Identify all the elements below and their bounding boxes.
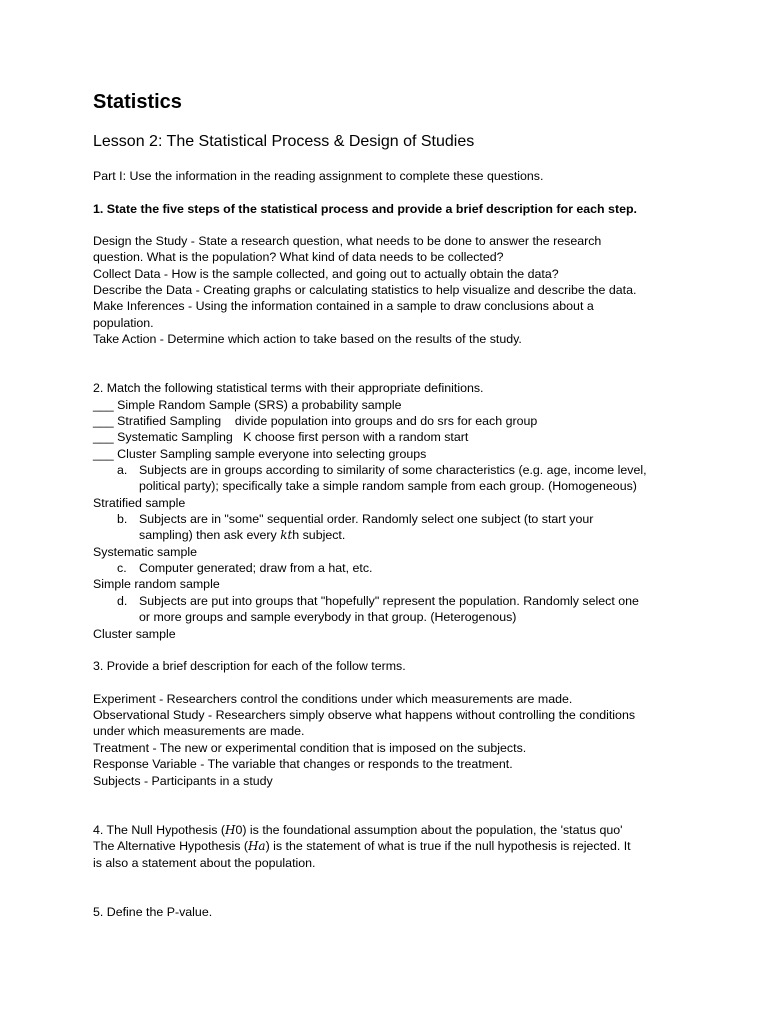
question-2: 2. Match the following statistical terms with their appropriate definitions. <box>93 381 484 395</box>
definition-line: sampling) then ask every <box>139 528 281 543</box>
lesson-subtitle: Lesson 2: The Statistical Process & Design of Studies <box>93 133 475 150</box>
answer-line: Subjects - Participants in a study <box>93 774 273 788</box>
definition-answer: Systematic sample <box>93 545 197 559</box>
match-blank-line: ___ Cluster Sampling sample everyone into selecting groups <box>93 447 427 461</box>
definition-text <box>139 560 684 576</box>
definition-line: political party); specifically take a simple random sample from each group. (Homogeneous) <box>139 479 637 494</box>
answer-line: question. What is the population? What kind of data needs to be collected? <box>93 250 504 264</box>
answer-line: Treatment - The new or experimental condition that is imposed on the subjects. <box>93 741 527 755</box>
answer-line: population. <box>93 316 154 330</box>
list-marker: a. <box>117 463 128 477</box>
question-5: 5. Define the P-value. <box>93 905 213 919</box>
definition-line: h subject. <box>292 528 346 543</box>
math-variable: kt <box>280 528 293 543</box>
math-variable: Ha <box>247 839 266 853</box>
match-blank-line: ___ Stratified Sampling divide population into groups and do srs for each group <box>93 414 538 428</box>
answer-line: Collect Data - How is the sample collected, and going out to actually obtain the data? <box>93 267 559 281</box>
match-blank-line: ___ Systematic Sampling K choose first person with a random start <box>93 430 469 444</box>
definition-text <box>139 593 684 626</box>
definition-text <box>139 462 684 495</box>
answer-line: Observational Study - Researchers simply observe what happens without controlling the conditions <box>93 708 636 722</box>
definition-line: Subjects are put into groups that "hopefully" represent the population. Randomly select one <box>139 594 639 608</box>
list-marker: d. <box>117 594 128 608</box>
text-span: 4. The Null Hypothesis ( <box>93 823 225 837</box>
definition-line: or more groups and sample everybody in that group. (Heterogenous) <box>139 610 517 625</box>
answer-line: Describe the Data - Creating graphs or calculating statistics to help visualize and describe the data. <box>93 283 637 297</box>
answer-line: under which measurements are made. <box>93 724 305 738</box>
question-4-line: is also a statement about the population. <box>93 856 316 870</box>
part-instructions: Part I: Use the information in the reading assignment to complete these questions. <box>93 169 544 183</box>
list-marker: b. <box>117 512 128 526</box>
definition-line: Subjects are in "some" sequential order. Randomly select one subject (to start your <box>139 512 594 526</box>
answer-line: Take Action - Determine which action to take based on the results of the study. <box>93 332 522 346</box>
definition-line: Subjects are in groups according to similarity of some characteristics (e.g. age, income level, <box>139 463 647 477</box>
list-marker: c. <box>117 561 127 575</box>
question-1: 1. State the five steps of the statistical process and provide a brief description for each step. <box>93 202 637 216</box>
answer-line: Response Variable - The variable that changes or responds to the treatment. <box>93 757 513 771</box>
question-4-line <box>93 822 623 838</box>
question-3: 3. Provide a brief description for each of the follow terms. <box>93 659 406 673</box>
definition-answer: Cluster sample <box>93 627 176 641</box>
answer-line: Experiment - Researchers control the conditions under which measurements are made. <box>93 692 573 706</box>
definition-answer: Stratified sample <box>93 496 186 510</box>
text-span: 0) is the foundational assumption about the population, the 'status quo' <box>235 823 623 837</box>
text-span: The Alternative Hypothesis ( <box>93 839 248 853</box>
definition-answer: Simple random sample <box>93 577 220 591</box>
definition-line: Computer generated; draw from a hat, etc. <box>139 561 373 575</box>
question-4-line <box>93 838 631 854</box>
match-blank-line: ___ Simple Random Sample (SRS) a probability sample <box>93 398 402 412</box>
page-title: Statistics <box>93 91 182 113</box>
text-span: ) is the statement of what is true if the null hypothesis is rejected. It <box>265 839 631 853</box>
math-variable: H <box>225 823 236 837</box>
answer-line: Design the Study - State a research question, what needs to be done to answer the research <box>93 234 602 248</box>
answer-line: Make Inferences - Using the information contained in a sample to draw conclusions about a <box>93 299 594 313</box>
definition-text <box>139 511 684 544</box>
